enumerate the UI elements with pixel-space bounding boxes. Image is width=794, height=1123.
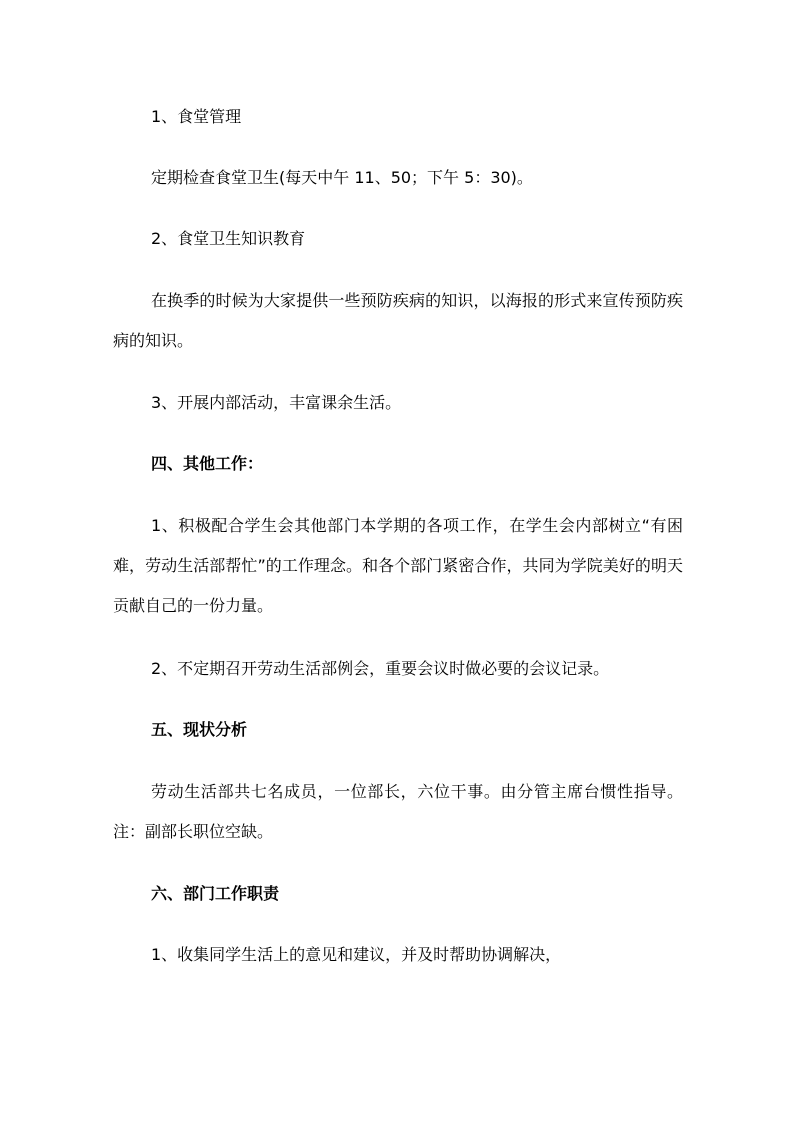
paragraph-members: 劳动生活部共七名成员，一位部长，六位干事。由分管主席台惯性指导。注：副部长职位空缺。 <box>113 782 683 841</box>
heading-department-duties: 六、部门工作职责 <box>151 884 280 903</box>
section-item-internal-activities: 3、开展内部活动，丰富课余生活。 <box>151 393 402 412</box>
section-item-canteen-management: 1、食堂管理 <box>151 107 242 126</box>
paragraph-disease-prevention: 在换季的时候为大家提供一些预防疾病的知识，以海报的形式来宣传预防疾病的知识。 <box>113 291 683 350</box>
paragraph-cooperation: 1、积极配合学生会其他部门本学期的各项工作，在学生会内部树立“有困难，劳动生活部帮忙”的工作理念。和各个部门紧密合作，共同为学院美好的明天贡献自己的一份力量。 <box>113 516 683 615</box>
paragraph-canteen-inspection: 定期检查食堂卫生(每天中午 11、50；下午 5：30)。 <box>151 168 533 187</box>
heading-status-analysis: 五、现状分析 <box>151 720 248 739</box>
section-item-hygiene-education: 2、食堂卫生知识教育 <box>151 229 306 248</box>
paragraph-regular-meetings: 2、不定期召开劳动生活部例会，重要会议时做必要的会议记录。 <box>151 659 610 678</box>
heading-other-work: 四、其他工作： <box>151 454 264 473</box>
paragraph-collect-opinions: 1、收集同学生活上的意见和建议，并及时帮助协调解决， <box>151 945 562 964</box>
